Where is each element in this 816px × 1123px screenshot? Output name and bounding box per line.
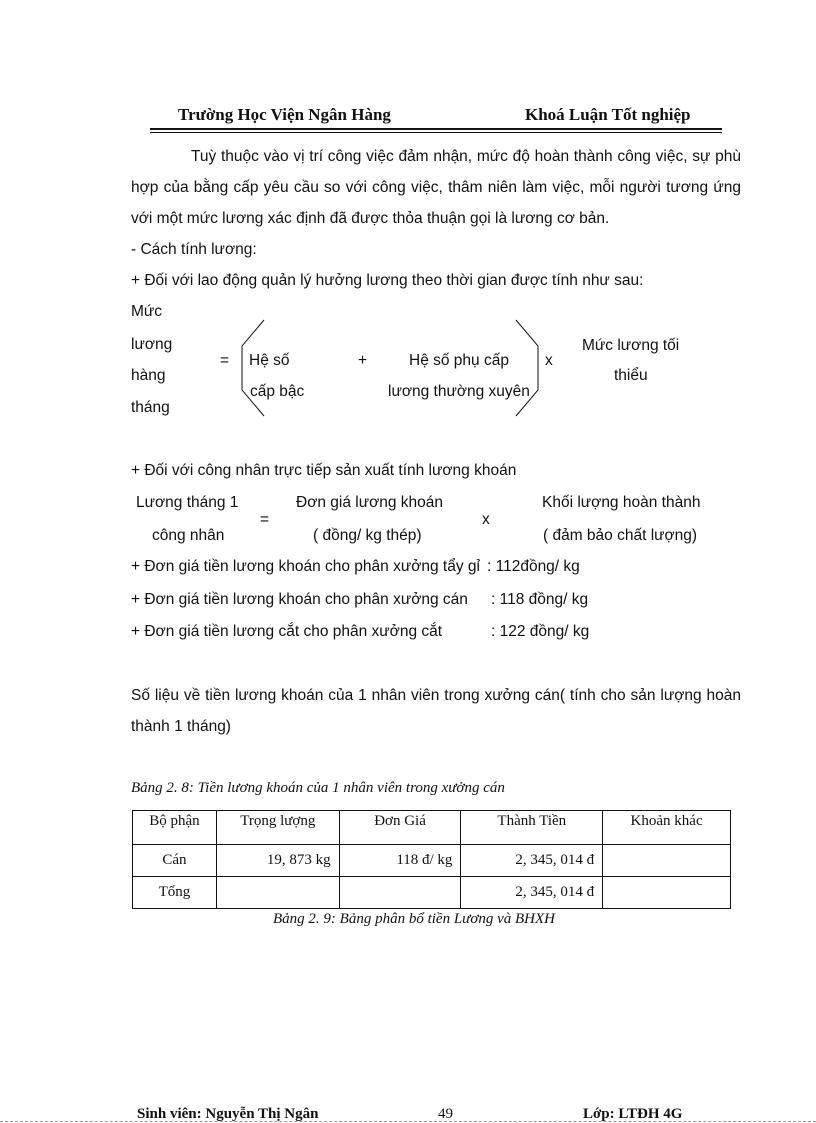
wage-table — [132, 810, 731, 909]
formula2-mid-line2: ( đồng/ kg thép) — [313, 527, 422, 544]
formula1-times: x — [545, 352, 553, 369]
formula1-plus: + — [358, 352, 368, 369]
data-paragraph: Số liệu về tiền lương khoán của 1 nhân viên trong xưởng cán( tính cho sản lượng hoàn thành 1 tháng) — [131, 687, 741, 735]
header-rule — [150, 128, 722, 130]
footer-divider — [0, 1121, 816, 1122]
rate-value-can: : 118 đồng/ kg — [491, 591, 589, 608]
table-row — [133, 845, 731, 877]
header-don-gia: Đơn Giá — [339, 811, 461, 845]
cell-trong-luong — [216, 877, 339, 909]
formula1-rhs-line2: thiểu — [614, 367, 648, 384]
formula2-lhs-line1: Lương tháng 1 — [136, 494, 239, 511]
cell-thanh-tien: 2, 345, 014 đ — [461, 845, 603, 877]
formula1-lhs-2: lương — [131, 336, 173, 353]
formula1-lhs-1: Mức — [131, 303, 163, 320]
rate-label-tay-gi: + Đơn giá tiền lương khoán cho phân xưởng tẩy gỉ — [131, 558, 480, 575]
formula1-lhs-3: hàng — [131, 367, 166, 384]
formula2-equals: = — [260, 511, 270, 528]
table-row — [133, 877, 731, 909]
header-rule-thin — [150, 132, 722, 133]
formula1-term2-line1: Hệ số phụ cấp — [409, 352, 509, 369]
rate-value-cat: : 122 đồng/ kg — [491, 623, 590, 640]
cell-bo-phan: Cán — [133, 845, 217, 877]
worker-intro: + Đối với công nhân trực tiếp sản xuất tính lương khoán — [131, 462, 517, 479]
management-intro: + Đối với lao động quản lý hưởng lương theo thời gian được tính như sau: — [131, 272, 644, 289]
header-bo-phan: Bộ phận — [133, 811, 217, 845]
formula2-rhs-line1: Khối lượng hoàn thành — [542, 494, 701, 511]
formula1-lhs-4: tháng — [131, 399, 170, 416]
table-caption: Bảng 2. 8: Tiền lương khoán của 1 nhân viên trong xưởng cán — [131, 780, 505, 796]
formula1-equals: = — [220, 352, 230, 369]
header-thesis: Khoá Luận Tốt nghiệp — [525, 105, 691, 124]
header-khoan-khac: Khoản khác — [603, 811, 731, 845]
formula1-rhs-line1: Mức lương tối — [582, 337, 680, 354]
footer-student: Sinh viên: Nguyễn Thị Ngân — [137, 1106, 319, 1122]
cell-khoan-khac — [603, 877, 731, 909]
next-table-caption: Bảng 2. 9: Bảng phân bổ tiền Lương và BHXH — [273, 911, 555, 927]
footer-class: Lớp: LTĐH 4G — [583, 1106, 683, 1122]
rate-label-cat: + Đơn giá tiền lương cắt cho phân xưởng cắt — [131, 623, 443, 640]
intro-paragraph: Tuỳ thuộc vào vị trí công việc đảm nhận, mức độ hoàn thành công việc, sự phù hợp của bằng cấp yêu cầu so với công việc, thâm niên làm việc, mỗi người tương ứng với một mức lương xác định đã được thỏa thuận gọi là lương cơ bản. — [131, 148, 741, 227]
cell-don-gia: 118 đ/ kg — [339, 845, 461, 877]
formula1-term1-line1: Hệ số — [249, 352, 290, 369]
cell-bo-phan: Tổng — [133, 877, 217, 909]
cell-khoan-khac — [603, 845, 731, 877]
cell-thanh-tien: 2, 345, 014 đ — [461, 877, 603, 909]
formula2-mid-line1: Đơn giá lương khoán — [296, 494, 444, 511]
formula2-rhs-line2: ( đảm bảo chất lượng) — [543, 527, 698, 544]
header-thanh-tien: Thành Tiền — [461, 811, 603, 845]
header-school: Trường Học Viện Ngân Hàng — [178, 105, 391, 124]
calc-title: - Cách tính lương: — [131, 241, 257, 258]
formula1-term2-line2: lương thường xuyên — [388, 383, 530, 400]
rate-value-tay-gi: : 112đồng/ kg — [487, 558, 580, 575]
header-trong-luong: Trọng lượng — [216, 811, 339, 845]
page-number: 49 — [438, 1106, 453, 1122]
rate-label-can: + Đơn giá tiền lương khoán cho phân xưởng cán — [131, 591, 468, 608]
formula1-term1-line2: cấp bậc — [250, 383, 305, 400]
cell-don-gia — [339, 877, 461, 909]
formula2-lhs-line2: công nhân — [152, 527, 225, 544]
table-header-row — [133, 811, 731, 845]
cell-trong-luong: 19, 873 kg — [216, 845, 339, 877]
formula2-times: x — [482, 511, 490, 528]
